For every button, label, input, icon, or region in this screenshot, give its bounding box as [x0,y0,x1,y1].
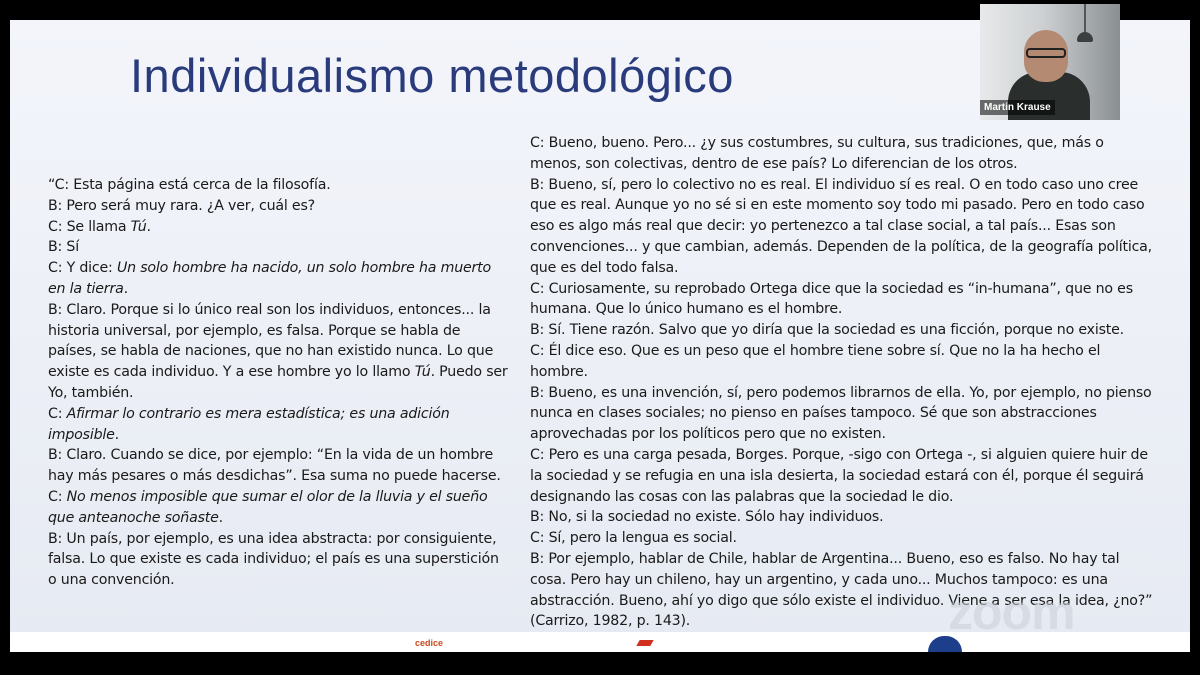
dialogue-text: . [123,280,128,297]
dialogue-text: B: Claro. Cuando se dice, por ejemplo: “En la vida de un hombre hay más pesares o más desdichas”. Esa suma no puede hacerse. [48,447,501,485]
red-logo-mark-icon [636,640,653,646]
dialogue-text: C: Pero es una carga pesada, Borges. Porque, -sigo con Ortega -, si alguien quiere huir de la sociedad y se refugia en una isla desierta, la sociedad estará con él, porque él seguirá designando las cosas con las palabras que la sociedad le dio. [530,446,1148,505]
slide-right-column [530,133,1158,632]
italic-quote-text: No menos imposible que sumar el olor de la lluvia y el sueño que anteanoche soñaste [48,488,488,526]
dialogue-text: C: [48,488,67,505]
dialogue-text: C: Curiosamente, su reprobado Ortega dice que la sociedad es “in-humana”, que no es humana. Que lo único humano es el hombre. [530,280,1133,318]
dialogue-text: C: Y dice: [48,260,117,277]
dialogue-line [530,445,1158,507]
dialogue-line [530,175,1158,279]
dialogue-line [48,487,510,529]
italic-quote-text: Tú [414,364,431,381]
dialogue-text: B: Claro. Porque si lo único real son los individuos, entonces... la historia universal, por ejemplo, es falsa. Porque se habla de países, se habla de naciones, que no han existido nunca. Lo que existe es cada individuo. Y a ese hombre yo lo llamo [48,301,494,381]
dialogue-line [48,196,510,217]
dialogue-line [530,133,1158,175]
glasses-icon [1026,48,1066,58]
dialogue-text: B: Bueno, sí, pero lo colectivo no es real. El individuo sí es real. O en todo caso uno cree que es real. Aunque yo no sé si en este momento soy todo mi pasado. Pero en todo caso eso es algo más real que decir: yo pertenezco a tal clase social, a tal país... Esas son convenciones... y que cambian, además. Dependen de la política, de la geografía política, que es del todo falsa. [530,176,1152,276]
italic-quote-text: Un solo hombre ha nacido, un solo hombre ha muerto en la tierra [48,260,492,297]
dialogue-line [48,175,510,196]
italic-quote-text: Afirmar lo contrario es mera estadística; es una adición imposible [48,405,450,443]
dialogue-line [48,404,510,446]
participant-name-label: Martin Krause [980,100,1055,115]
italic-quote-text: Tú [130,218,147,235]
dialogue-text: B: Pero será muy rara. ¿A ver, cuál es? [48,197,315,214]
dialogue-text: B: Por ejemplo, hablar de Chile, hablar de Argentina... Bueno, eso es falso. No hay tal cosa. Pero hay un chileno, hay un argentino, y cada uno... Muchos tampoco: es una abstracción. Bueno, ahí yo digo que sólo existe el individuo. Viene a ser esa la idea, ¿no?” (Carrizo, 1982, p. 143). [530,550,1153,630]
dialogue-text: B: Un país, por ejemplo, es una idea abstracta: por consiguiente, falsa. Lo que existe es cada individuo; el país es una superstición o una convención. [48,530,499,589]
slide-title: Individualismo metodológico [130,49,734,102]
dialogue-line [530,341,1158,383]
lamp-cord-icon [1084,4,1086,34]
dialogue-text: B: Bueno, es una invención, sí, pero podemos librarnos de ella. Yo, por ejemplo, no pienso nunca en clases sociales; no pienso en países tampoco. Sé que son abstracciones aprovechadas por los políticos pero que no existen. [530,384,1152,443]
dialogue-text: C: Él dice eso. Que es un peso que el hombre tiene sobre sí. Que no la ha hecho el hombre. [530,342,1101,380]
dialogue-line [48,217,510,238]
dialogue-text: . [218,509,223,526]
zoom-watermark: zoom [948,584,1075,640]
dialogue-text: C: [48,405,67,422]
dialogue-line [48,237,510,258]
dialogue-text: “C: Esta página está cerca de la filosofía. [48,177,331,193]
dialogue-line [48,445,510,487]
dialogue-text: B: Sí. Tiene razón. Salvo que yo diría que la sociedad es una ficción, porque no existe. [530,322,1124,339]
dialogue-line [530,528,1158,549]
dialogue-text: C: Bueno, bueno. Pero... ¿y sus costumbres, su cultura, sus tradiciones, que, más o menos, son colectivas, dentro de ese país? Lo diferencian de los otros. [530,135,1104,172]
dialogue-text: B: No, si la sociedad no existe. Sólo hay individuos. [530,509,884,526]
dialogue-text: B: Sí [48,239,79,256]
dialogue-line [48,529,510,591]
dialogue-line [48,258,510,300]
dialogue-text: . [114,426,119,443]
dialogue-line [530,320,1158,341]
slide-left-column [48,175,510,591]
dialogue-text: . [146,218,151,235]
dialogue-text: C: Sí, pero la lengua es social. [530,530,737,547]
dialogue-line [530,279,1158,321]
dialogue-line [530,383,1158,445]
dialogue-text: . Puedo ser Yo, también. [48,364,508,401]
dialogue-line [48,300,510,404]
dialogue-line [530,507,1158,528]
dialogue-text: C: Se llama [48,218,131,235]
cedice-logo: cedice [415,638,444,648]
lamp-icon [1077,32,1093,42]
participant-video-tile[interactable] [980,4,1120,120]
